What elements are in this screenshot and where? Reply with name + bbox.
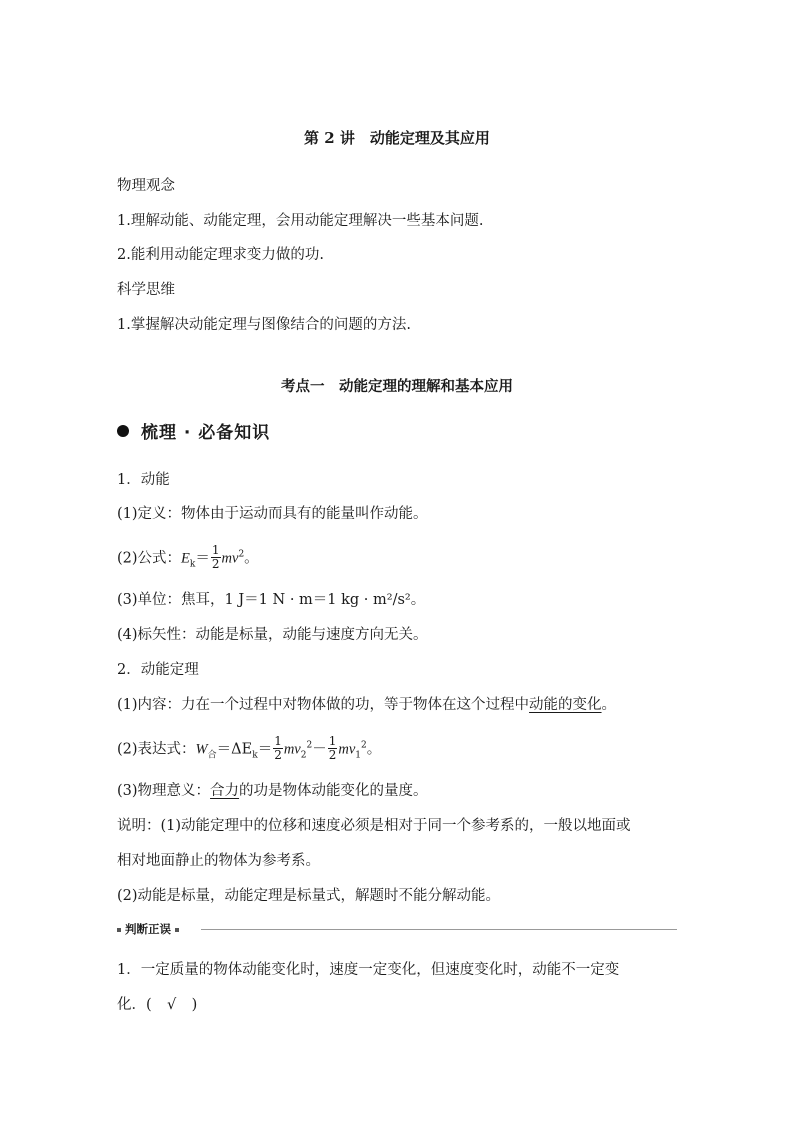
expr-delta-ek: ＝ΔE <box>216 741 253 758</box>
expr-end: 。 <box>366 741 382 758</box>
expr-term2-sub: 1 <box>355 750 362 761</box>
physics-concept-item-2: 2.能利用动能定理求变力做的功. <box>117 247 324 263</box>
fraction-denominator: 2 <box>328 748 337 762</box>
expr-eq: ＝ <box>257 741 273 758</box>
expr-w: W <box>195 741 208 758</box>
expr-w-sub: 合 <box>207 750 217 761</box>
knowledge-heading-text: 梳理 · 必备知识 <box>141 423 271 443</box>
expr-prefix: (2)表达式： <box>117 741 196 758</box>
judge-label: 判断正误 <box>125 922 172 936</box>
kinetic-energy-unit: (3)单位：焦耳，1 J＝1 N · m＝1 kg · m²/s²。 <box>117 592 426 608</box>
bullet-icon <box>117 425 129 437</box>
fraction-numerator: 1 <box>328 734 337 748</box>
theorem-meaning <box>117 781 677 801</box>
judge-item-1-line-2 <box>117 995 677 1015</box>
scientific-thinking-heading: 科学思维 <box>117 282 175 298</box>
theorem-content-underlined: 动能的变化 <box>529 697 602 713</box>
fraction-numerator: 1 <box>274 734 282 748</box>
kinetic-energy-scalar: (4)标矢性：动能是标量，动能与速度方向无关。 <box>117 627 428 643</box>
formula-lhs: E <box>181 550 190 567</box>
fraction-denominator: 2 <box>211 557 220 571</box>
knowledge-heading <box>117 423 677 443</box>
fraction-numerator: 1 <box>211 543 220 557</box>
formula-prefix: (2)公式： <box>117 550 182 567</box>
note-line-1: 说明：(1)动能定理中的位移和速度必须是相对于同一个参考系的，一般以地面或 <box>117 818 631 834</box>
kinetic-energy-definition: (1)定义：物体由于运动而具有的能量叫作动能。 <box>117 506 428 522</box>
meaning-rest: 的功是物体动能变化的量度。 <box>239 783 428 799</box>
formula-lhs-sub: k <box>189 559 196 570</box>
formula-fraction <box>211 544 221 571</box>
expr-fraction-1 <box>273 735 283 762</box>
judge-item-suffix: ) <box>191 997 198 1013</box>
formula-end: 。 <box>244 550 259 567</box>
expr-term2-sup: 2 <box>361 740 367 751</box>
theorem-content-end: 。 <box>601 697 617 713</box>
divider <box>201 929 677 930</box>
expr-fraction-2 <box>328 735 338 762</box>
expr-delta-ek-sub: k <box>252 750 258 761</box>
judge-item-prefix: 化．( <box>117 997 152 1013</box>
check-mark-icon: √ <box>167 997 177 1013</box>
theorem-heading: 2．动能定理 <box>117 662 199 678</box>
note-line-3: (2)动能是标量，动能定理是标量式，解题时不能分解动能。 <box>117 888 501 904</box>
scientific-thinking-item-1: 1.掌握解决动能定理与图像结合的问题的方法. <box>117 317 411 333</box>
physics-concept-heading: 物理观念 <box>117 178 175 194</box>
expr-term2: mv <box>338 741 356 758</box>
expr-term1-sup: 2 <box>306 740 313 751</box>
theorem-expression <box>117 736 677 763</box>
theorem-content <box>117 695 677 715</box>
meaning-underlined: 合力 <box>210 783 240 799</box>
section-title: 考点一 动能定理的理解和基本应用 <box>281 378 513 395</box>
formula-rhs-sup: 2 <box>238 549 245 560</box>
lecture-title: 第 2 讲 动能定理及其应用 <box>304 129 490 147</box>
expr-term1-sub: 2 <box>300 750 307 761</box>
kinetic-energy-formula <box>117 545 677 572</box>
formula-rhs: mv <box>221 550 239 567</box>
square-icon <box>175 928 179 932</box>
formula-eq: ＝ <box>195 550 210 567</box>
physics-concept-item-1: 1.理解动能、动能定理，会用动能定理解决一些基本问题. <box>117 213 484 229</box>
fraction-denominator: 2 <box>274 748 282 762</box>
expr-minus: － <box>312 741 327 758</box>
note-line-2: 相对地面静止的物体为参考系。 <box>117 853 320 869</box>
expr-term1: mv <box>283 741 301 758</box>
theorem-content-text: (1)内容：力在一个过程中对物体做的功，等于物体在这个过程中 <box>117 697 530 713</box>
kinetic-energy-heading: 1．动能 <box>117 472 170 488</box>
judge-item-1-line-1: 1．一定质量的物体动能变化时，速度一定变化，但速度变化时，动能不一定变 <box>117 962 620 978</box>
square-icon <box>117 928 121 932</box>
judge-section-bar <box>117 921 677 937</box>
meaning-prefix: (3)物理意义： <box>117 783 211 799</box>
